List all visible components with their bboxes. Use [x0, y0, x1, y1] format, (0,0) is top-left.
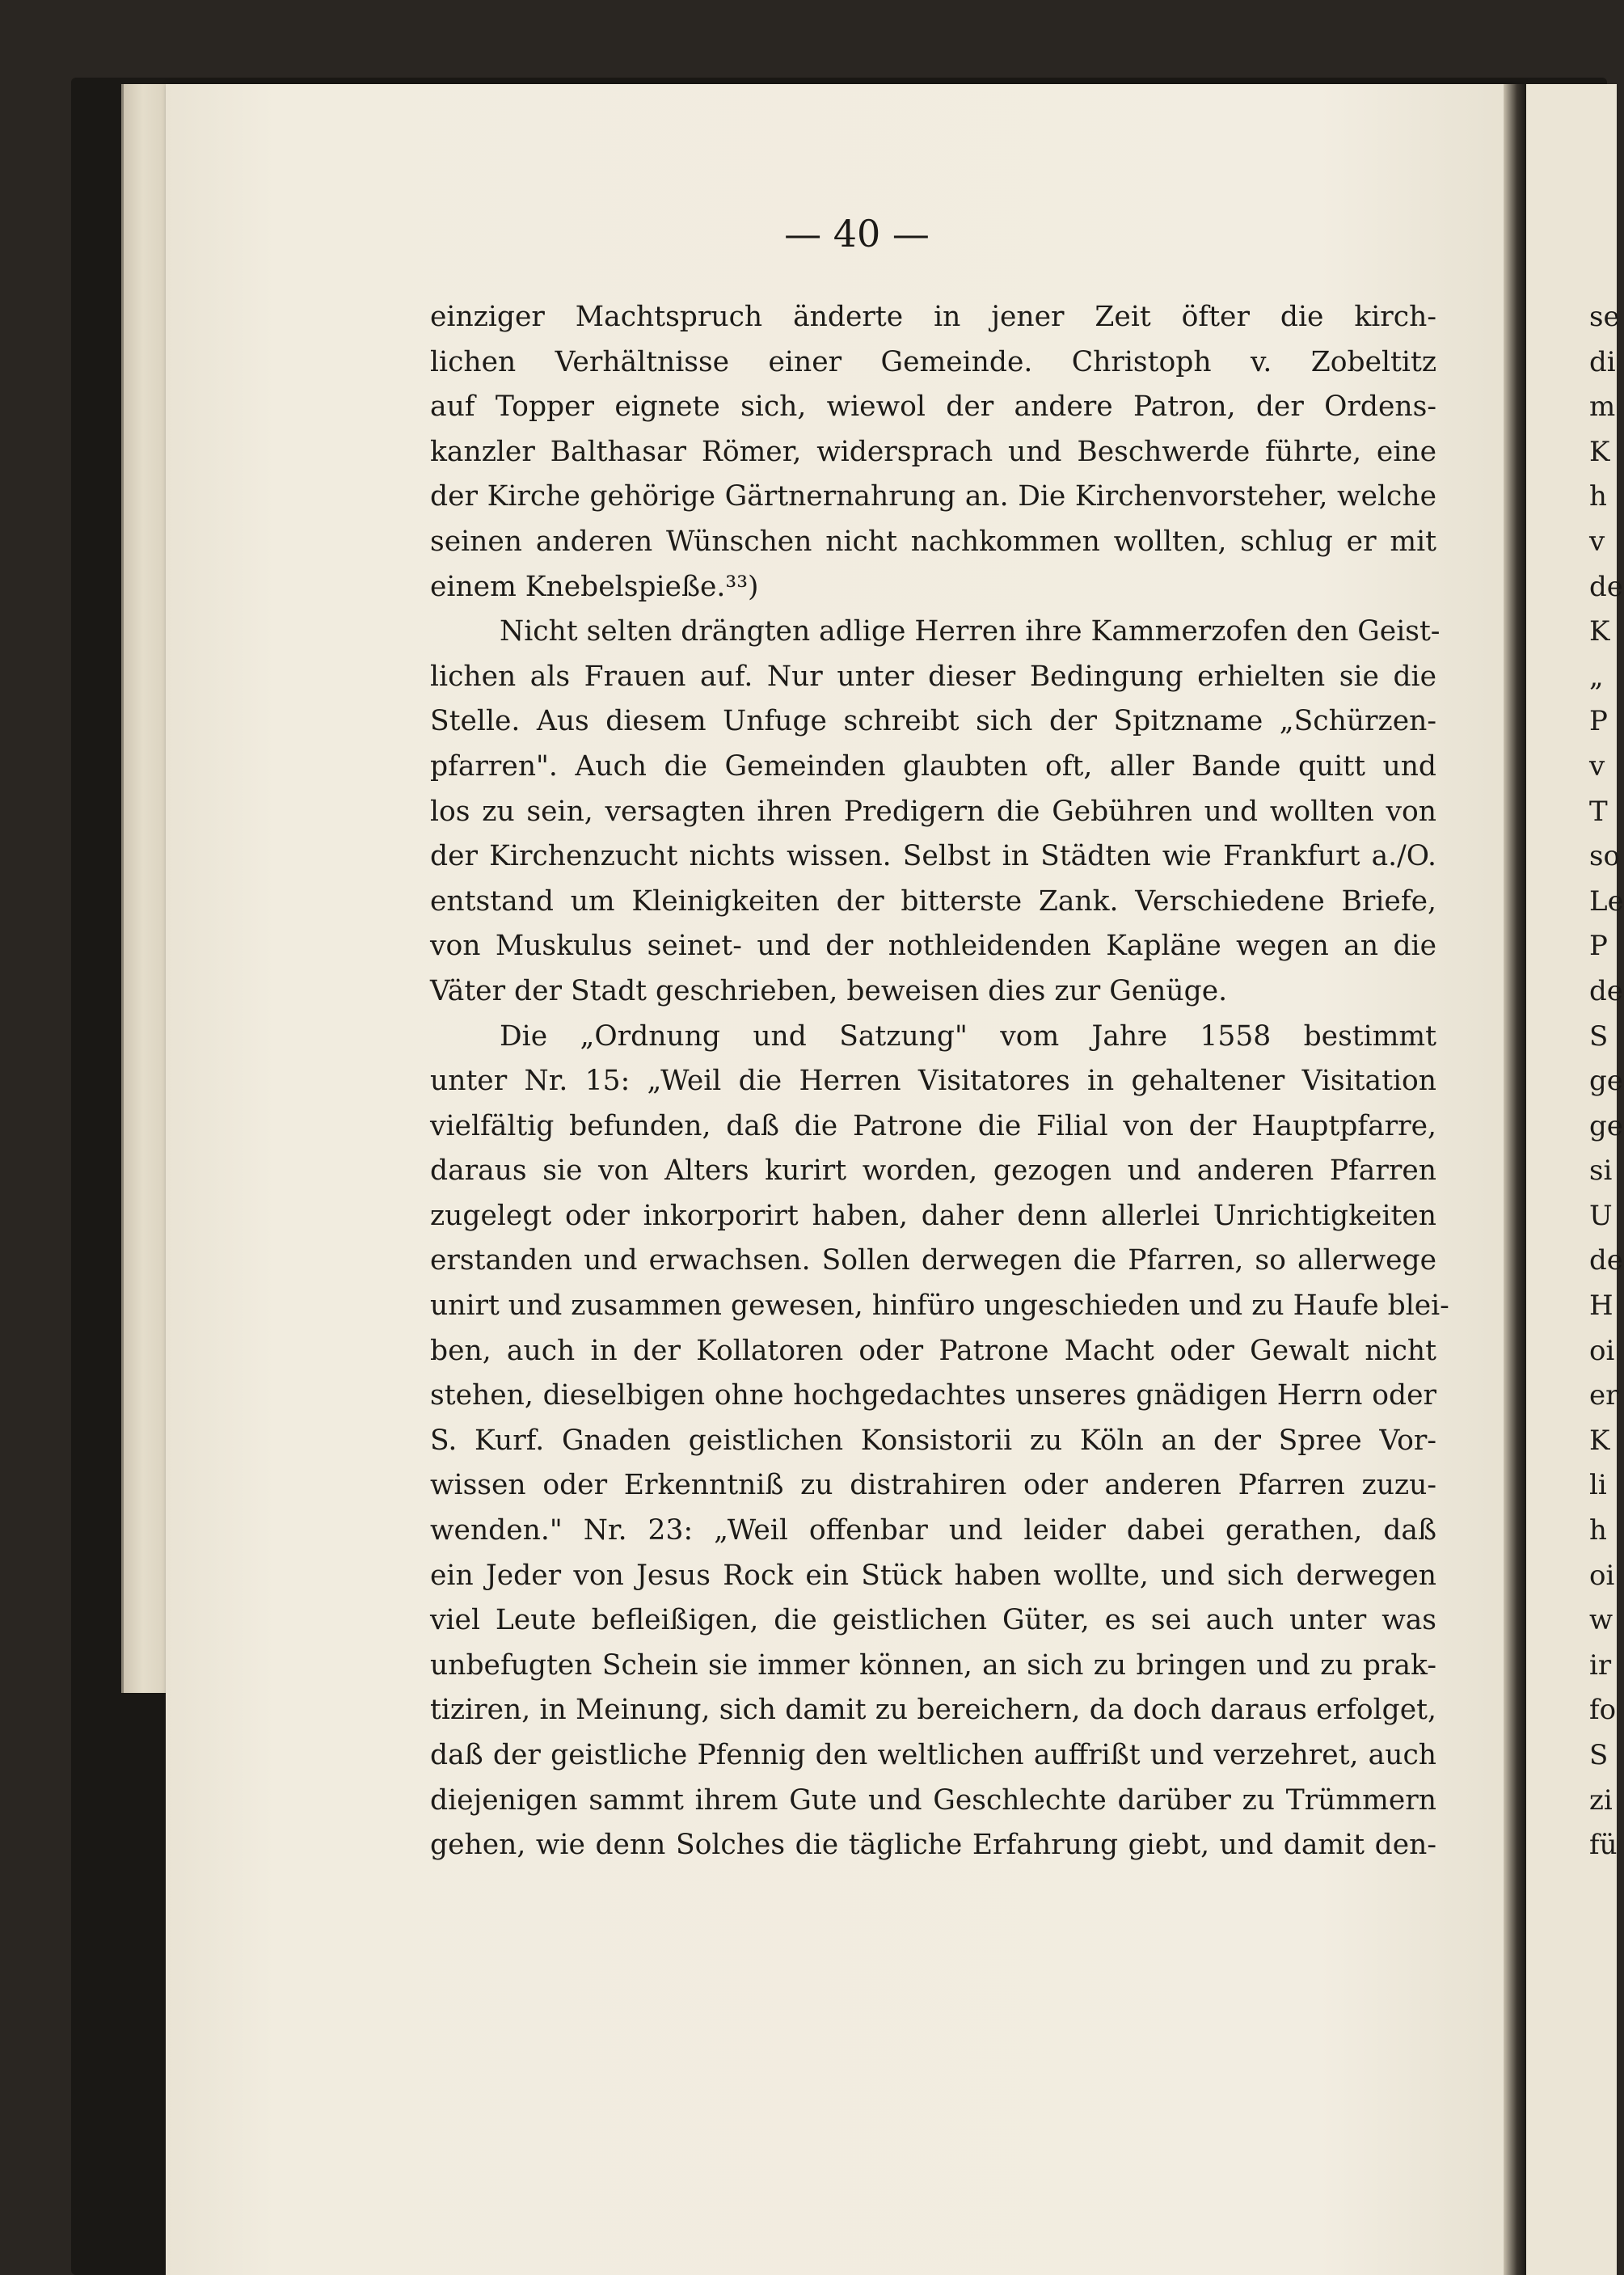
text-line: zugelegt oder inkorporirt haben, daher denn allerlei Unrichtigkeiten [430, 1199, 1436, 1232]
text-line: einem Knebelspieße.³³) [430, 570, 759, 603]
book-gutter [1504, 84, 1526, 2275]
margin-fragment: er [1589, 1379, 1619, 1412]
text-line: daraus sie von Alters kurirt worden, gezogen und anderen Pfarren [430, 1154, 1436, 1188]
margin-fragment: H [1589, 1289, 1613, 1323]
text-line: S. Kurf. Gnaden geistlichen Konsistorii zu Köln an der Spree Vor- [430, 1424, 1436, 1457]
margin-fragment: ge [1589, 1065, 1623, 1098]
text-line: los zu sein, versagten ihren Predigern die Gebühren und wollten von [430, 795, 1436, 828]
margin-fragment: P [1589, 705, 1608, 738]
text-line: wissen oder Erkenntniß zu distrahiren oder anderen Pfarren zuzu- [430, 1469, 1436, 1502]
text-line: pfarren". Auch die Gemeinden glaubten oft, aller Bande quitt und [430, 749, 1436, 783]
margin-fragment: T [1589, 795, 1608, 828]
margin-fragment: P [1589, 930, 1608, 963]
margin-fragment: Le [1589, 884, 1624, 918]
text-line: tiziren, in Meinung, sich damit zu bereichern, da doch daraus erfolget, [430, 1694, 1436, 1727]
text-line: viel Leute befleißigen, die geistlichen Güter, es sei auch unter was [430, 1604, 1436, 1637]
text-line: Die „Ordnung und Satzung" vom Jahre 1558 bestimmt [500, 1019, 1436, 1053]
margin-fragment: se [1589, 301, 1620, 333]
margin-fragment: de [1589, 1244, 1623, 1277]
page-number: — 40 — [784, 212, 930, 255]
margin-fragment: S [1589, 1019, 1609, 1053]
text-line: lichen als Frauen auf. Nur unter dieser Bedingung erhielten sie die [430, 660, 1436, 693]
margin-fragment: fo [1589, 1694, 1617, 1727]
text-line: ben, auch in der Kollatoren oder Patrone Macht oder Gewalt nicht [430, 1334, 1436, 1367]
text-line: unirt und zusammen gewesen, hinfüro ungeschieden und zu Haufe blei- [430, 1289, 1449, 1323]
margin-fragment: v [1589, 749, 1605, 783]
margin-fragment: li [1589, 1469, 1607, 1502]
margin-fragment: si [1589, 1154, 1613, 1188]
text-line: kanzler Balthasar Römer, widersprach und Beschwerde führte, eine [430, 435, 1436, 468]
margin-fragment: v [1589, 525, 1605, 558]
text-line: von Muskulus seinet- und der nothleidenden Kapläne wegen an die [430, 930, 1436, 963]
text-line: seinen anderen Wünschen nicht nachkommen wollten, schlug er mit [430, 525, 1436, 558]
text-line: der Kirchenzucht nichts wissen. Selbst in Städten wie Frankfurt a./O. [430, 840, 1436, 873]
margin-fragment: de [1589, 974, 1623, 1007]
page-edge-stack [121, 84, 172, 1693]
text-line: wenden." Nr. 23: „Weil offenbar und leider dabei gerathen, daß [430, 1514, 1436, 1547]
text-line: daß der geistliche Pfennig den weltlichen auffrißt und verzehret, auch [430, 1739, 1436, 1771]
margin-fragment: K [1589, 615, 1610, 648]
margin-fragment: de [1589, 570, 1623, 603]
text-line: Väter der Stadt geschrieben, beweisen dies zur Genüge. [430, 974, 1228, 1007]
text-line: lichen Verhältnisse einer Gemeinde. Christoph v. Zobeltitz [430, 345, 1436, 378]
text-line: unter Nr. 15: „Weil die Herren Visitatores in gehaltener Visitation [430, 1065, 1436, 1098]
text-line: diejenigen sammt ihrem Gute und Geschlechte darüber zu Trümmern [430, 1783, 1436, 1817]
margin-fragment: K [1589, 1424, 1610, 1457]
text-line: einziger Machtspruch änderte in jener Zeit öfter die kirch- [430, 301, 1436, 333]
margin-fragment: oi [1589, 1559, 1615, 1592]
text-line: auf Topper eignete sich, wiewol der andere Patron, der Ordens- [430, 390, 1436, 424]
body-text [430, 295, 1449, 1868]
text-line: unbefugten Schein sie immer können, an sich zu bringen und zu prak- [430, 1648, 1436, 1682]
margin-fragment: ir [1589, 1648, 1612, 1682]
adjacent-page-text-fragments [1589, 295, 1624, 1868]
text-line: vielfältig befunden, daß die Patrone die Filial von der Hauptpfarre, [430, 1109, 1436, 1142]
margin-fragment: h [1589, 1514, 1607, 1547]
margin-fragment: U [1589, 1199, 1613, 1232]
margin-fragment: oi [1589, 1334, 1615, 1367]
margin-fragment: di [1589, 345, 1616, 378]
text-line: Stelle. Aus diesem Unfuge schreibt sich der Spitzname „Schürzen- [430, 705, 1436, 738]
text-line: ein Jeder von Jesus Rock ein Stück haben wollte, und sich derwegen [430, 1559, 1436, 1592]
margin-fragment: w [1589, 1604, 1613, 1637]
margin-fragment: K [1589, 435, 1610, 468]
text-line: erstanden und erwachsen. Sollen derwegen die Pfarren, so allerwege [430, 1244, 1436, 1277]
margin-fragment: so [1589, 840, 1620, 873]
margin-fragment: m [1589, 390, 1616, 424]
text-line: stehen, dieselbigen ohne hochgedachtes unseres gnädigen Herrn oder [430, 1379, 1436, 1412]
margin-fragment: fü [1589, 1829, 1618, 1862]
margin-fragment: ge [1589, 1109, 1623, 1142]
margin-fragment: „ [1589, 660, 1604, 693]
text-line: Nicht selten drängten adlige Herren ihre Kammerzofen den Geist- [500, 615, 1441, 648]
text-line: gehen, wie denn Solches die tägliche Erfahrung giebt, und damit den- [430, 1829, 1436, 1862]
text-line: entstand um Kleinigkeiten der bitterste Zank. Verschiedene Briefe, [430, 884, 1436, 918]
margin-fragment: zi [1589, 1783, 1613, 1817]
margin-fragment: S [1589, 1739, 1609, 1771]
margin-fragment: h [1589, 480, 1607, 513]
text-line: der Kirche gehörige Gärtnernahrung an. Die Kirchenvorsteher, welche [430, 480, 1436, 513]
